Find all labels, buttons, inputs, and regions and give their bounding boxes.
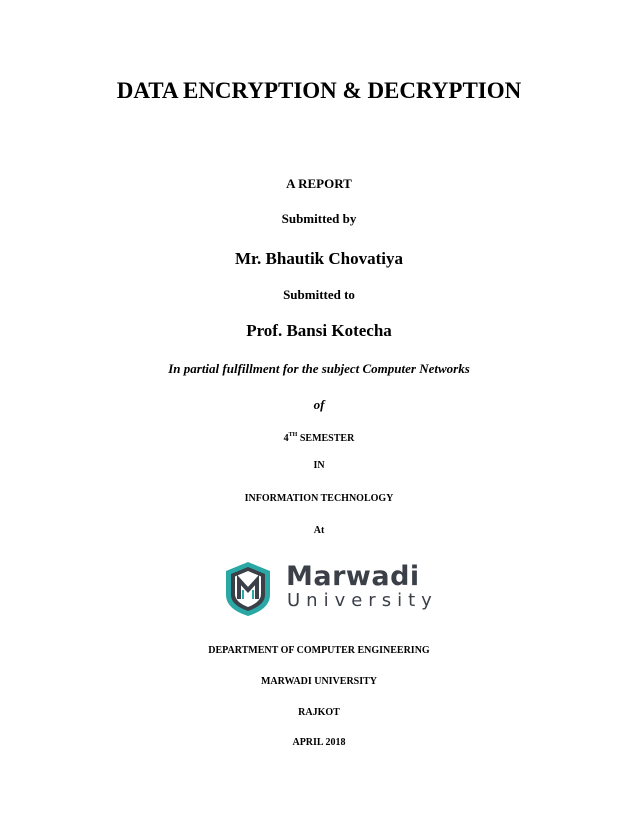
shield-logo-icon <box>224 561 272 617</box>
logo-sub: University <box>287 590 438 611</box>
marwadi-university-logo <box>224 561 438 617</box>
report-date: APRIL 2018 <box>292 737 346 748</box>
submitted-by-label: Submitted by <box>281 211 357 226</box>
student-name: Mr. Bhautik Chovatiya <box>235 249 403 268</box>
logo-name: Marwadi <box>286 561 420 592</box>
semester-number: 4 <box>283 433 289 444</box>
at-text: At <box>313 525 325 536</box>
branch-name: INFORMATION TECHNOLOGY <box>244 493 394 504</box>
fulfillment-text: In partial fulfillment for the subject Computer Networks <box>168 361 470 376</box>
semester-label: SEMESTER <box>297 433 355 444</box>
submitted-to-label: Submitted to <box>283 287 355 302</box>
university-name: MARWADI UNIVERSITY <box>260 676 378 687</box>
report-label: A REPORT <box>286 176 352 191</box>
city-name: RAJKOT <box>298 707 340 718</box>
of-text: of <box>313 397 325 412</box>
report-title: DATA ENCRYPTION & DECRYPTION <box>116 78 522 103</box>
in-text: IN <box>313 460 325 471</box>
professor-name: Prof. Bansi Kotecha <box>246 321 392 340</box>
semester-line <box>0 432 638 444</box>
department-name: DEPARTMENT OF COMPUTER ENGINEERING <box>208 645 430 656</box>
semester-suffix: TH <box>288 432 298 438</box>
